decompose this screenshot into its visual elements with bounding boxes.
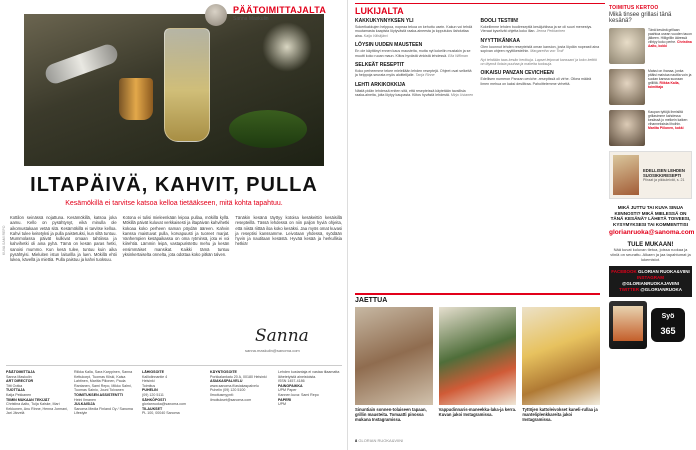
letter bbox=[355, 42, 475, 58]
letter-signature: Margaretha von Trolf bbox=[530, 49, 564, 54]
imprint-line: Puhelin (09) 120 5100 bbox=[210, 388, 246, 393]
body-columns bbox=[10, 215, 342, 263]
instagram-post[interactable] bbox=[439, 307, 517, 422]
phone-icon bbox=[609, 301, 647, 349]
contact-cta bbox=[609, 205, 695, 237]
letter-title: LÖYSIN UUDEN MAUSTEEN bbox=[355, 42, 423, 49]
imprint-line: Lehden kustantaja ei vastaa tilaamatta lähetetyistä aineistoista. bbox=[278, 370, 340, 379]
imprint-column bbox=[278, 370, 342, 416]
editor-header bbox=[205, 4, 339, 26]
readers-page bbox=[349, 0, 696, 450]
body-column: Kotona ei tulisi mieleenkään leipoa pullaa, mökillä kyllä. Mökillä päivät kuluvat verkkaisesti ja iltapäivän kahvihetki kokoaa koko perheen saman pöydän ääreen. Kahvin kanssa maistuvat pulla, korvapuusti ja tuoreet marjat. Vanhempien kesäpaikassa on oma rytminsä, jota ei voi kiirehtiä. Lämmin leipä, vastapuristettu mehu ja kesän ensimmäiset mansikat. Kaikki tämä tuntuu yksinkertaiselta onnelta, jota odottaa koko pitkän talven. bbox=[122, 215, 230, 258]
staff-tip bbox=[609, 110, 692, 146]
letter-title: KAKKUKYNNYKSEN YLI bbox=[355, 18, 414, 24]
instagram-photo[interactable] bbox=[522, 307, 600, 405]
letter bbox=[355, 18, 475, 38]
instagram-caption: Vappudinnaris-maneekka-laka-ja kerra. Kuvan jakoi Instagramissa. bbox=[438, 407, 517, 417]
letter-text: Koko perheemme tekee mielellään lehden reseptejä. Ohjeet ovat selkeitä ja helppoja seurata myös aloittelijalle. bbox=[355, 69, 472, 78]
letter-text: Kokeilimme lehden boolireseptiä kesäjuhlissa ja se oli suuri menestys. Vieraat kyselivät ohjetta koko illan. bbox=[480, 25, 593, 34]
imprint-line: Kannen kuva: Sami Repo bbox=[278, 392, 319, 397]
instagram-caption: Tyttöjen kattoleivokset kaneli-rullaa ja manteliplenkkareita jakoi Instagramissa. bbox=[522, 407, 598, 422]
app-badge[interactable] bbox=[651, 308, 685, 342]
imprint-line[interactable]: www.sanoma.fi/asiakaspalvelu bbox=[210, 383, 259, 388]
staff-question: Mikä tinsee grillasi tänä kesänä? bbox=[609, 12, 672, 24]
social-handle: GLORIAN RUOKA&VIINI bbox=[638, 268, 690, 274]
instagram-caption: Sinuntiain sonnen-tolaiseen tapaan, grillin mausteita. Tomaatti pinossa mukana Instagramissa. bbox=[355, 407, 427, 422]
letter-text: Sokerikakkujen helppoa, nopeaa tekoa on kehuttu usein. Kakun voi tehdä muutamasta kaapista löytyvästä raaka-aineesta ja lopputulos ilahduttaa aina. bbox=[355, 25, 473, 38]
social-label: TWITTER bbox=[619, 287, 640, 293]
social-label: FACEBOOK bbox=[611, 268, 637, 274]
imprint-line[interactable]: glorianruoka@sanoma.com bbox=[142, 402, 186, 407]
contact-email[interactable]: glorianruoka@sanoma.com bbox=[609, 229, 695, 237]
imprint-line: Sanoma Media Finland Oy / Sanoma Lifestyle bbox=[74, 406, 133, 416]
imprint-line: Katja Pekkanen bbox=[6, 392, 32, 397]
imprint bbox=[6, 365, 342, 416]
imprint-line: UPM bbox=[278, 402, 286, 407]
imprint-heading: TUOTTAJA bbox=[6, 388, 25, 393]
tip-author: Mariita Piilonen, kokki bbox=[648, 126, 684, 131]
letter-signature: Eila Willman bbox=[448, 53, 468, 58]
imprint-column bbox=[142, 370, 206, 416]
imprint-line: Kalliolinnantie 4 bbox=[142, 374, 168, 379]
shared-title: JAETTUA bbox=[355, 293, 600, 304]
standfirst: Kesämökillä ei tarvitse katsoa kelloa tietääkseen, mitä kohta tapahtuu. bbox=[65, 200, 283, 207]
imprint-heading: PUHELIN bbox=[142, 388, 158, 393]
imprint-line: Toimitus bbox=[142, 383, 156, 388]
imprint-heading: TILAUKSET bbox=[142, 406, 163, 411]
page-number: 8 bbox=[355, 438, 358, 443]
letter-text: Nyt tehdään taas kesän herkkuja. Lapset leipovat kanssani ja koko keittiö on täynnä iloista puuhaa ja makeita tuoksuja. bbox=[480, 57, 597, 67]
letter-title: SELKEÄT RESEPTIT bbox=[355, 62, 405, 69]
imprint-line: Riikka Kalla, Sara Karppinen, Sanna Kettukorpi, Tuomas Kiiski, Kaisa Lahtinen, Mariita Piilonen, Paula Rantanen, Sami Repo, Mikko Salmi, Tuomas Sainio, Jouni Tolvanen bbox=[74, 370, 133, 393]
imprint-line: Porkkalankatu 20 A, 00180 Helsinki bbox=[210, 374, 267, 379]
editor-signature: Sanna bbox=[255, 326, 309, 346]
imprint-heading: TOIMITUKSEN ASSISTENTTI bbox=[74, 392, 123, 397]
headline: ILTAPÄIVÄ, KAHVIT, PULLA bbox=[30, 174, 318, 196]
app-badge-top: Syö bbox=[661, 312, 675, 320]
tip-author: Riikka Kalla, toimittaja bbox=[648, 81, 680, 90]
social-handle: @GLORIANRUOKAJAVIINI bbox=[621, 281, 680, 287]
instagram-grid bbox=[355, 307, 600, 422]
letter-signature: Jenna Pekkarinen bbox=[536, 29, 566, 34]
letter-title: OIKAISU PANZAN CEVICHEEN bbox=[480, 70, 554, 77]
imprint-line: Ilmoitusmyynti: ilmoitukset@sanoma.com bbox=[210, 392, 252, 402]
imprint-line: ISSN 1457-4186 bbox=[278, 379, 305, 384]
letter bbox=[481, 58, 601, 67]
social-label: INSTAGRAM bbox=[637, 274, 664, 280]
magazine-name: GLORIAN RUOKA&VIINI bbox=[358, 438, 404, 443]
photo-glass bbox=[164, 28, 210, 142]
photo-spoon bbox=[43, 42, 120, 86]
favorite-recipe-title: EDELLISEN LEHDEN SUOSIKKIRESEPTI bbox=[643, 167, 685, 178]
imprint-heading: LÄHIOSOITE bbox=[142, 370, 164, 374]
instagram-post[interactable] bbox=[522, 307, 600, 422]
staff-photo bbox=[609, 69, 645, 105]
photo-credit: KUVA SAMI REPO bbox=[2, 225, 6, 255]
imprint-line: Sanna Maskulin bbox=[6, 374, 32, 379]
letter-signature: Mirja Ustanen bbox=[450, 93, 474, 98]
social-handle: @GLORIANRUOKA bbox=[640, 287, 682, 293]
letter-title: LEHTI ARKIKOKKIJA bbox=[355, 81, 406, 88]
letter-signature: Kaija Vähäjärvi bbox=[363, 33, 388, 38]
letter-title: NYYTTIKÄNKAA bbox=[480, 37, 520, 44]
letter bbox=[355, 62, 475, 78]
letter bbox=[355, 82, 475, 98]
favorite-recipe-sub: Piiraat ja pikkuleivät, s. 21 bbox=[643, 177, 685, 182]
body-column: Tänäkin kesänä täyttyy kotoisa kesäkeittiö kesäisillä resepteillä. Tässä lehdessä on niin paljon hyviä ohjeita, että niistä riittää iloa koko kesäksi. Jaa myös omat kuvasi ja reseptisi kanssamme. Leivotaan yhdessä, syödään hyvin ja nautitaan kesästä. Hyvää kesää ja herkullisia hetkiä! bbox=[235, 215, 343, 247]
join-text: Nää kuvat kuluvan tietoa, joissa ruokaa ja viiniä on seurattu. Alkaen ja jaa tapahtumat ja lukemistot. bbox=[610, 247, 691, 262]
imprint-heading: ASIAKASPALVELU bbox=[210, 379, 243, 384]
coffee-table-photo bbox=[24, 14, 324, 166]
column-title: PÄÄTOIMITTAJALTA bbox=[233, 5, 327, 15]
page-footer bbox=[355, 438, 403, 443]
imprint-heading: SÄHKÖPOSTI bbox=[142, 397, 166, 402]
instagram-link[interactable] bbox=[611, 275, 690, 287]
shared-section bbox=[355, 293, 600, 422]
imprint-heading: KÄYNTIOSOITE bbox=[210, 370, 237, 374]
imprint-heading: PAINOPAIKKA bbox=[278, 383, 303, 388]
join-title: TULE MUKAAN! bbox=[627, 242, 674, 249]
imprint-line: PL 100, 00040 Sanoma bbox=[142, 411, 180, 416]
author-name: Sanna Maskulin bbox=[233, 16, 269, 22]
section-title: LUKIJALTA bbox=[355, 6, 404, 16]
letter bbox=[481, 18, 601, 34]
letters-column bbox=[481, 18, 601, 102]
staff-photo bbox=[609, 28, 645, 64]
instagram-photo[interactable] bbox=[355, 307, 433, 405]
imprint-line: Helsinki bbox=[142, 379, 155, 384]
staff-tip bbox=[609, 28, 692, 64]
letter bbox=[481, 38, 601, 54]
cta-question: MIKÄ JUTTU TAI KUVA SINUA KIINNOSTI? MIKÄ MIELESSÄ ON TÄNÄ KESÄNÄ? LÄHETÄ TOIVEESI, KYSYMYKSESI TAI KOMMENTTISI bbox=[610, 205, 691, 227]
staff-photo bbox=[609, 110, 645, 146]
imprint-heading: TIIMIN MUKAAN TEKIJÄT bbox=[6, 397, 50, 402]
instagram-photo[interactable] bbox=[439, 307, 517, 405]
photo-highlight bbox=[262, 22, 312, 72]
imprint-column bbox=[210, 370, 274, 416]
letter bbox=[481, 70, 601, 86]
imprint-heading: ART DIRECTOR bbox=[6, 379, 34, 384]
staff-title: TOIMITUS KERTOO bbox=[609, 5, 659, 11]
social-links bbox=[609, 266, 692, 297]
letter-signature: Tanja Rinne bbox=[415, 73, 435, 78]
imprint-heading: PÄÄTOIMITTAJA bbox=[6, 370, 35, 374]
body-column: Kottilon seinässä nojattuna. Kesämökillä, katsoa joka aamu. Kello on pysähtynyt, eikä minulla ole aikomustakaan vetää sitä. Kesämökillä ei tarvitse kelloa. Kahvi tulee keitetyksi ja pulla paistetuksi, kun siltä tuntuu. Mummolassa päivät kulkivat omaan tahtiinsa ja kahvihetki oli aina pyhä. Tämä on kesän paras hetki, sanoisi mummo. Kun kesä tulee, tuntuu kuin aika pysähtyisi. Mieluiten istun laiturilla ja luen. Mökillä ehtii lukea, kävellä ja miettiä. Pulla paistuu ja kahvi tuoksuu. bbox=[10, 215, 117, 263]
imprint-line: Heini Ilmanen bbox=[74, 397, 96, 402]
imprint-line: UPM Paper bbox=[278, 388, 297, 393]
letter-text: Nästä pidän lehdessä eniten sitä, että resepteissä käytetään tavallisia raaka-aineita, joita löytyy kaupasta. Kiitos hyvästä lehdestä. bbox=[355, 88, 466, 98]
letter-title: BOOLI TESTIIN! bbox=[480, 18, 519, 24]
tip-text: Maissi on ihanaa, jonka pitäisi maistua nauttia voin ja suolan kanssa suoraan grilliltä. bbox=[648, 69, 692, 86]
photo-cup bbox=[119, 78, 153, 120]
tip-text: Tänä kesänä grillaan paahtoa usean vuoden tauon jälkeen. Hiiligrillin ääressä viihtyy koko perhe. bbox=[648, 28, 692, 45]
app-promo bbox=[609, 301, 692, 349]
letter-text: Olen koonnut lehden resepteistä oman kansion, josta löydän nopeasti aina sopivan ohjeen nyyttikesteihin. bbox=[480, 44, 600, 54]
letters-column bbox=[355, 18, 475, 102]
imprint-line: Titti Ootka bbox=[6, 383, 23, 388]
recipe-cover bbox=[613, 155, 639, 195]
imprint-column bbox=[6, 370, 70, 416]
tip-text: Kaupan tyttöjä ihmisiltä grillasimme kahdessa kesässä jo melkein kaiken vihanneksista lihoihin. bbox=[648, 110, 688, 127]
letter-text: Edellisen numeron Panzan ceviche -reseptissä oli virhe. Oikea määrä limen mehua on kaksi desilitraa. Pahoittelemme virhettä. bbox=[480, 77, 592, 86]
imprint-line: (09) 120 5111 bbox=[142, 392, 164, 397]
signature-email[interactable]: sanna.maskulin@sanoma.com bbox=[245, 348, 300, 353]
staff-tips bbox=[609, 5, 692, 146]
editor-avatar bbox=[205, 4, 227, 26]
letter-text: En ole käyttänyt ennen kaus mausteita, mutta nyt kokeilin mustakin ja se muutti koko ruoan maun. Kiitos hyvästä vinkistä lehdessä. bbox=[355, 49, 471, 58]
app-badge-bottom: 365 bbox=[660, 325, 676, 336]
imprint-heading: JULKAISIJA bbox=[74, 402, 95, 407]
reader-letters bbox=[355, 18, 600, 102]
instagram-post[interactable] bbox=[355, 307, 433, 422]
imprint-column bbox=[74, 370, 138, 416]
photo-cake bbox=[229, 110, 307, 148]
imprint-heading: PAPERI bbox=[278, 397, 292, 402]
tip-author: Christina Aalto, kokki bbox=[648, 40, 692, 49]
sidebar bbox=[605, 0, 696, 450]
favorite-recipe-box[interactable] bbox=[609, 151, 692, 199]
twitter-link[interactable] bbox=[611, 287, 690, 293]
imprint-line: Christina Aalto, Tuija Kalske, Mari Kekkonen, Anu Rinne, Henna Jormani, Jari Järvelä bbox=[6, 402, 68, 416]
join-us bbox=[609, 242, 692, 262]
staff-tip bbox=[609, 69, 692, 105]
